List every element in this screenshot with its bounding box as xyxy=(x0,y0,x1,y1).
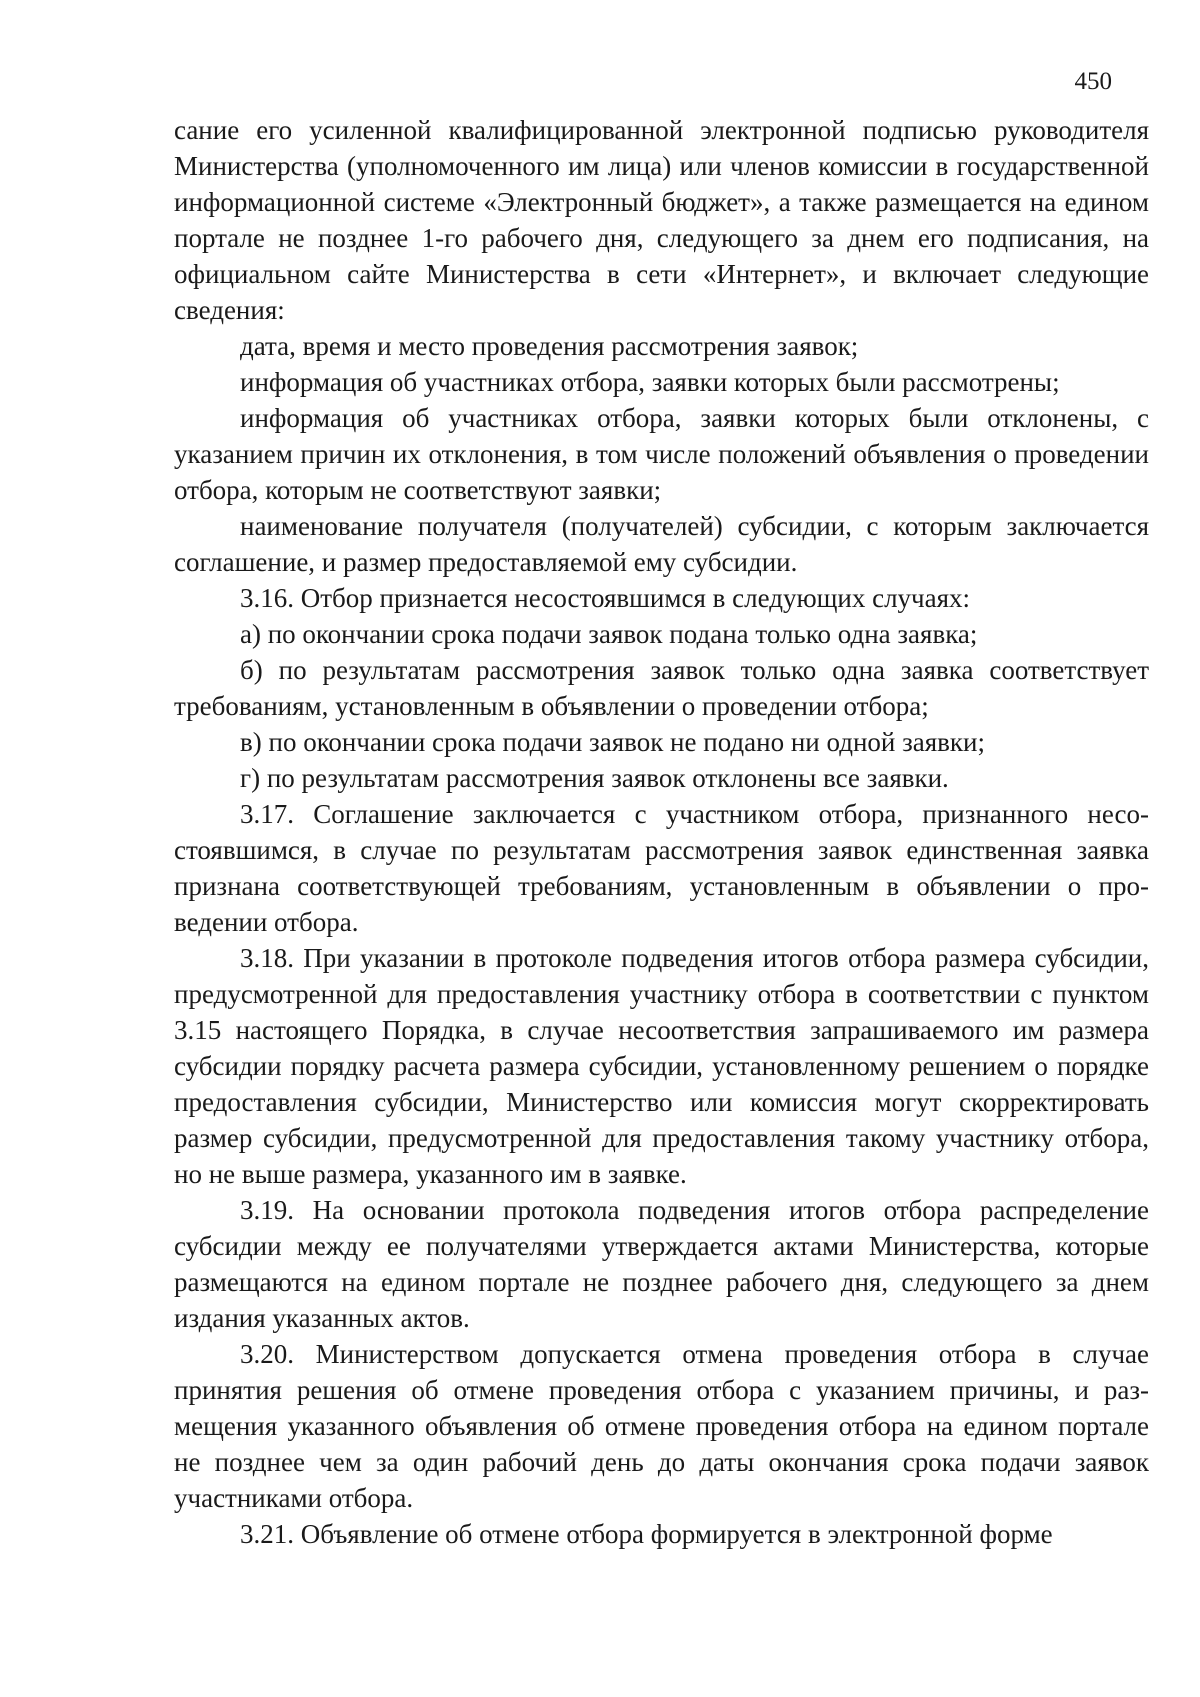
paragraph-3-16-a: а) по окончании срока подачи заявок подана только одна заявка; xyxy=(240,619,978,649)
paragraph-3-18: 3.18. При указании в протоколе подведения итогов отбора размера субсидии, предусмотренной для предоставления участнику отбора в соответствии с пунктом 3.15 настоящего Порядка, в случае несоответствия запрашиваемого им размера субсидии порядку расчета размера субсидии, установленному решением о порядке предоставления субсидии, Министерство или комиссия могут скорректировать размер субсидии, предусмотренной для предоставления такому участнику отбора, но не выше размера, указанного им в заявке. xyxy=(174,943,1149,1189)
paragraph-3-16-g: г) по результатам рассмотрения заявок отклонены все заявки. xyxy=(240,763,949,793)
paragraph-3-16-v: в) по окончании срока подачи заявок не подано ни одной заявки; xyxy=(240,727,985,757)
paragraph-info-date: дата, время и место проведения рассмотрения заявок; xyxy=(240,331,859,361)
paragraph-3-16: 3.16. Отбор признается несостоявшимся в следующих случаях: xyxy=(240,583,971,613)
paragraph-info-rejected: информация об участниках отбора, заявки которых были отклонены, с указанием причин их отклонения, в том числе положений объявления о проведении отбора, которым не соответствуют заявки; xyxy=(174,403,1149,505)
document-body xyxy=(174,112,1149,1552)
paragraph-3-16-b: б) по результатам рассмотрения заявок только одна заявка соответствует требованиям, установленным в объявлении о проведении отбора; xyxy=(174,655,1149,721)
page-number: 450 xyxy=(1074,68,1112,95)
paragraph-3-21: 3.21. Объявление об отмене отбора формируется в электронной форме xyxy=(240,1519,1053,1549)
paragraph-3-17: 3.17. Соглашение заключается с участником отбора, признанного несостоявшимся, в случае по результатам рассмотрения заявок единственная заявка признана соответствующей требованиям, установленным в объявлении о проведении отбора. xyxy=(174,799,1149,937)
paragraph-info-recipient: наименование получателя (получателей) субсидии, с которым заключается соглашение, и размер предоставляемой ему субсидии. xyxy=(174,511,1149,577)
paragraph-3-20: 3.20. Министерством допускается отмена проведения отбора в случае принятия решения об отмене проведения отбора с указанием причины, и размещения указанного объявления об отмене проведения отбора на едином портале не позднее чем за один рабочий день до даты окончания срока подачи заявок участниками отбора. xyxy=(174,1339,1149,1513)
paragraph-info-reviewed: информация об участниках отбора, заявки которых были рассмотрены; xyxy=(240,367,1060,397)
paragraph-3-19: 3.19. На основании протокола подведения итогов отбора распределение субсидии между ее получателями утверждается актами Министерства, которые размещаются на едином портале не позднее рабочего дня, следующего за днем издания указанных актов. xyxy=(174,1195,1149,1333)
paragraph-continuation: сание его усиленной квалифицированной электронной подписью руководителя Министерства (уполномоченного им лица) или членов комиссии в государственной информационной системе «Электронный бюджет», а также размещается на едином портале не позднее 1-го рабочего дня, следующего за днем его подписания, на официальном сайте Министерства в сети «Интернет», и включает следующие сведения: xyxy=(174,115,1149,325)
